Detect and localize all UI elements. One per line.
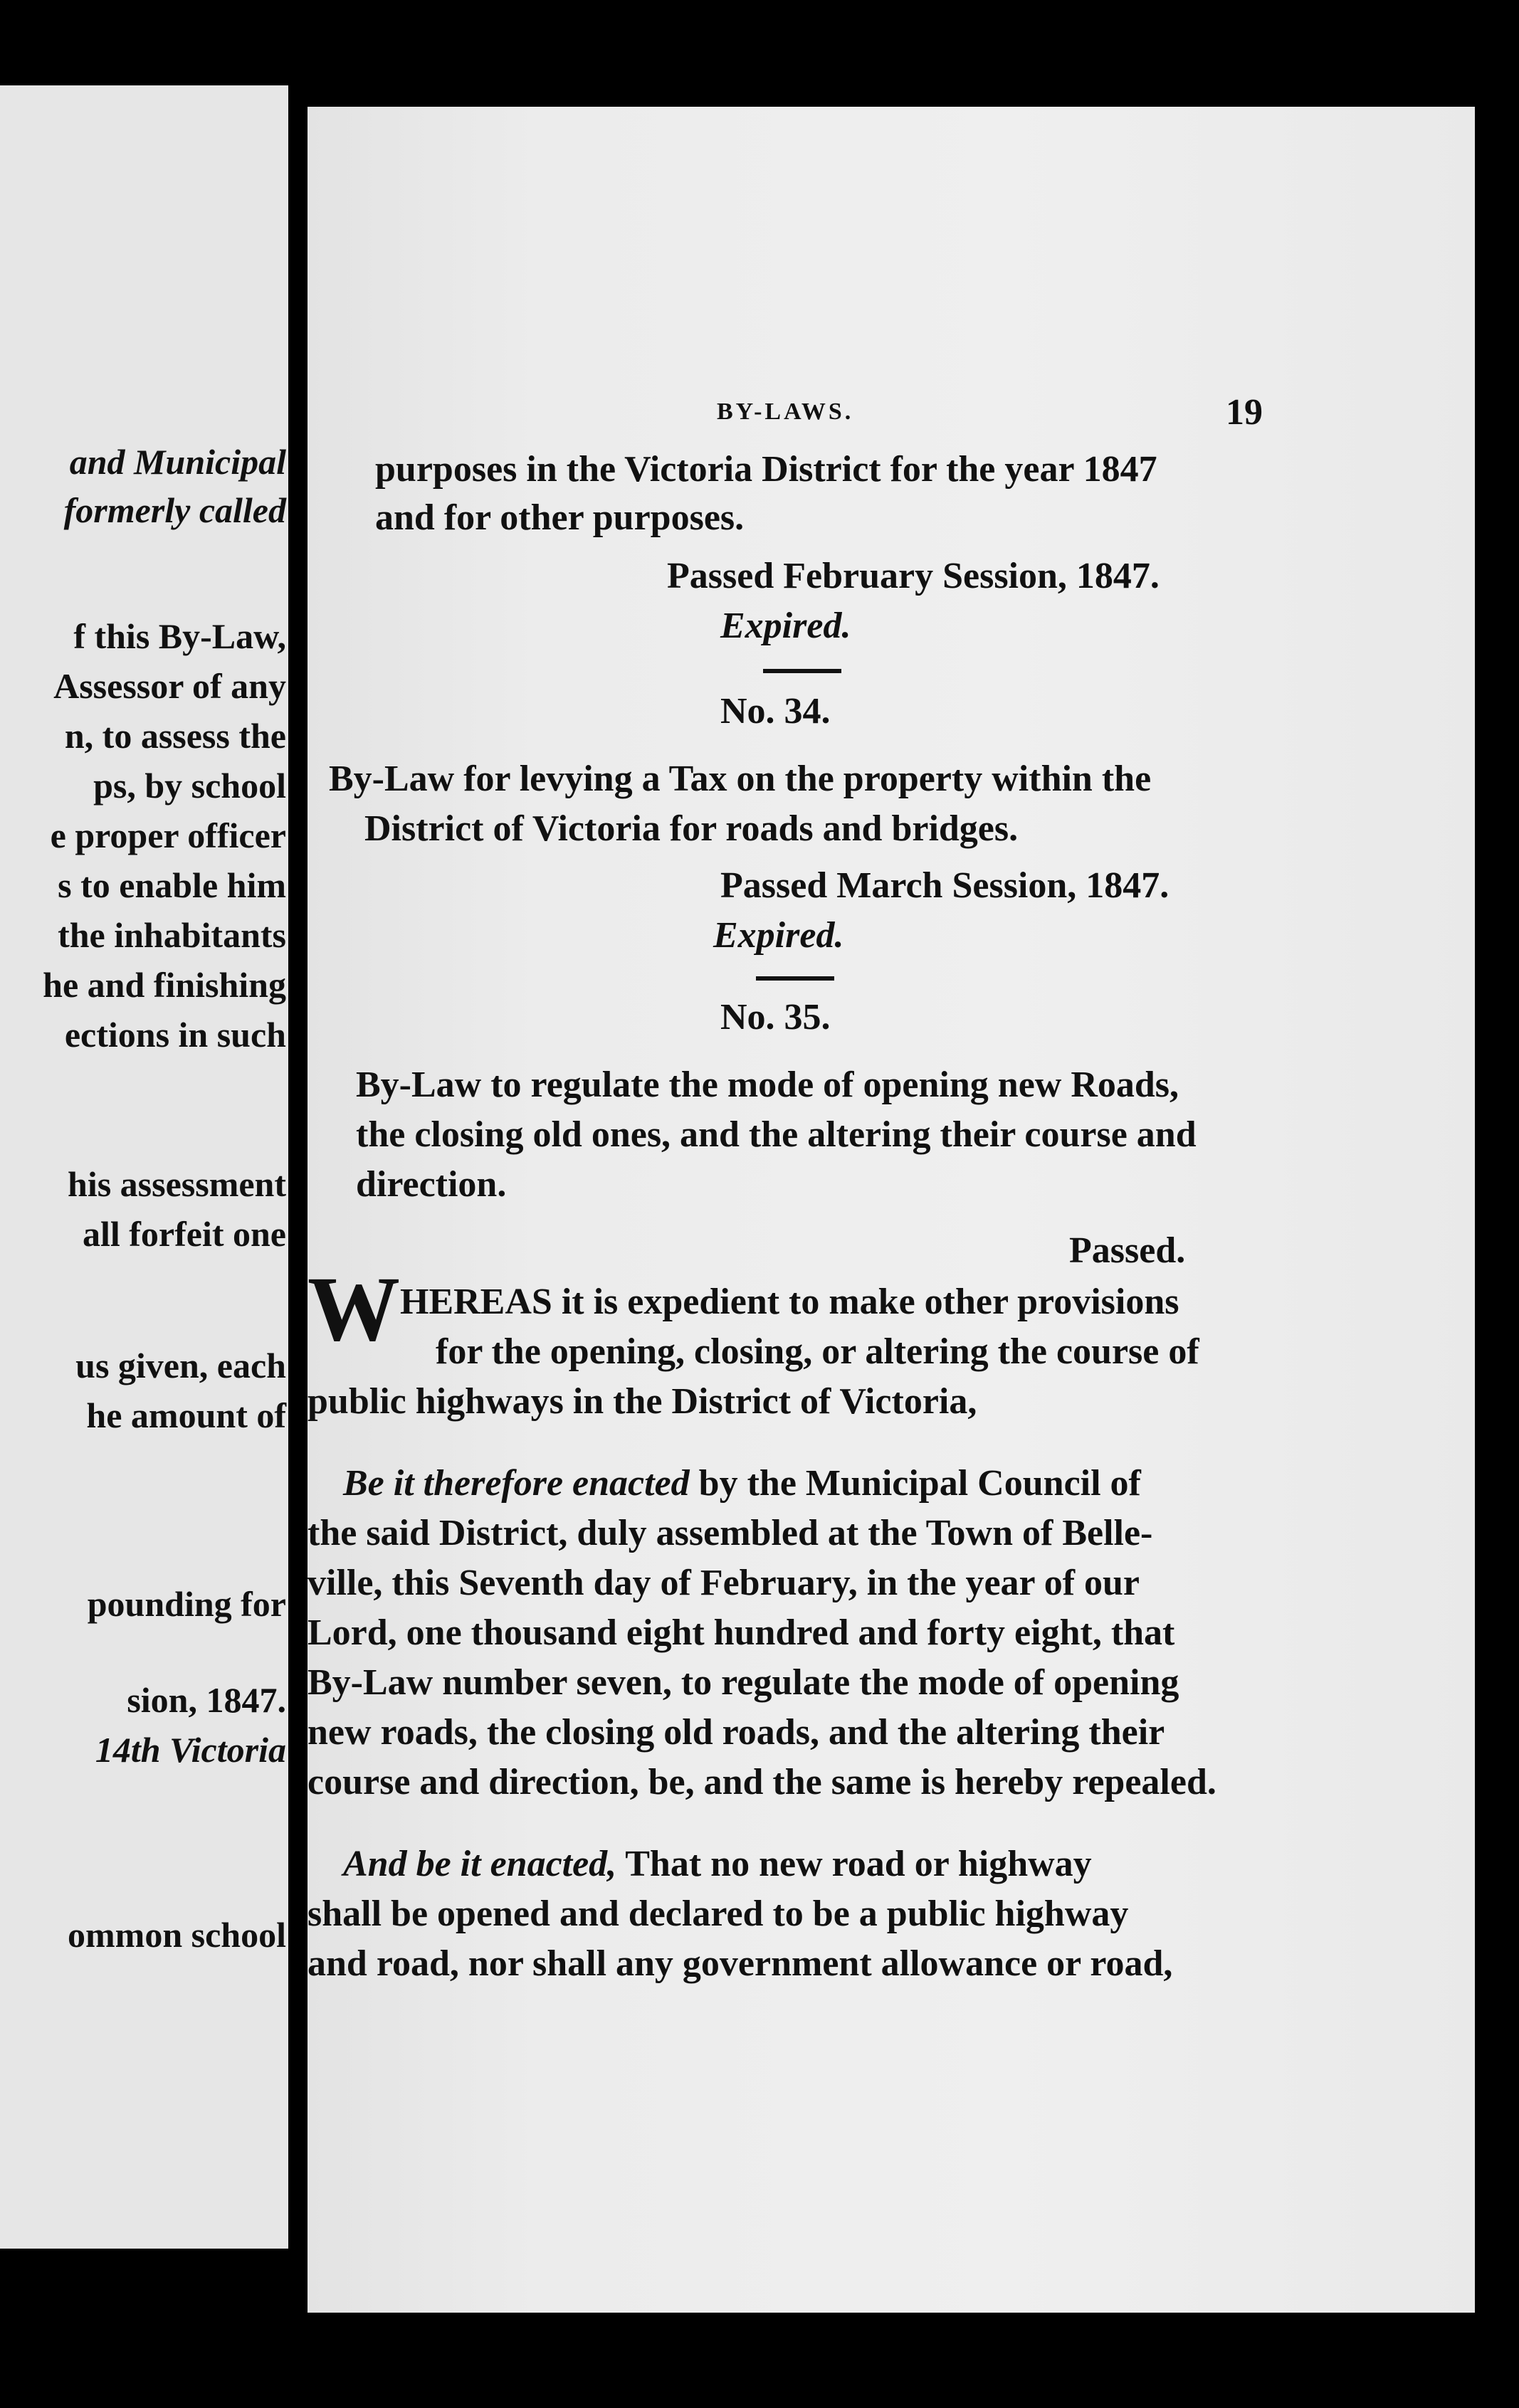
bylaw-35-title-1: By-Law to regulate the mode of opening new Roads, bbox=[356, 1065, 1179, 1105]
left-line-12: his assessment bbox=[68, 1164, 286, 1204]
enactment-1-text: by the Municipal Council of bbox=[689, 1463, 1141, 1504]
left-line-15: he amount of bbox=[86, 1395, 286, 1435]
bylaw-number-35: No. 35. bbox=[720, 997, 831, 1037]
right-page bbox=[308, 107, 1475, 2313]
running-header: BY-LAWS. bbox=[717, 398, 854, 425]
enactment-2-lead: And be it enacted, bbox=[343, 1844, 617, 1884]
enactment-2-line-1 bbox=[343, 1843, 1092, 1885]
section-rule-1 bbox=[763, 669, 841, 673]
whereas-line-3: public highways in the District of Victoria, bbox=[308, 1381, 977, 1422]
left-line-13: all forfeit one bbox=[82, 1214, 286, 1254]
left-line-16: pounding for bbox=[87, 1584, 286, 1624]
enactment-2-line-3: and road, nor shall any government allowance or road, bbox=[308, 1943, 1173, 1984]
passed-line-34: Passed March Session, 1847. bbox=[720, 865, 1170, 906]
left-line-3: f this By-Law, bbox=[73, 616, 286, 656]
bylaw-35-title-2: the closing old ones, and the altering their course and bbox=[356, 1114, 1197, 1155]
whereas-line-1: HEREAS it is expedient to make other provisions bbox=[400, 1282, 1179, 1322]
left-line-2: formerly called bbox=[63, 490, 286, 530]
section-rule-2 bbox=[756, 976, 834, 981]
drop-cap: W bbox=[308, 1258, 400, 1361]
expired-line-2: Expired. bbox=[713, 915, 844, 956]
passed-line-33: Passed February Session, 1847. bbox=[667, 556, 1160, 596]
bylaw-34-title-2: District of Victoria for roads and bridges. bbox=[364, 808, 1019, 849]
left-line-4: Assessor of any bbox=[53, 666, 286, 706]
left-line-18: 14th Victoria bbox=[95, 1730, 286, 1770]
bylaw-34-title-1: By-Law for levying a Tax on the property within the bbox=[329, 759, 1152, 799]
enactment-1-line-7: course and direction, be, and the same is hereby repealed. bbox=[308, 1762, 1216, 1802]
bylaw-35-title-3: direction. bbox=[356, 1164, 507, 1205]
continuation-line-1: purposes in the Victoria District for the year 1847 bbox=[375, 449, 1157, 490]
left-line-5: n, to assess the bbox=[64, 716, 286, 756]
enactment-1-line-4: Lord, one thousand eight hundred and forty eight, that bbox=[308, 1612, 1175, 1653]
passed-line-35: Passed. bbox=[1069, 1230, 1186, 1271]
bylaw-number-34: No. 34. bbox=[720, 691, 831, 732]
left-line-19: ommon school bbox=[68, 1915, 286, 1955]
whereas-line-2: for the opening, closing, or altering the course of bbox=[436, 1331, 1199, 1372]
left-line-8: s to enable him bbox=[58, 865, 286, 905]
enactment-1-line-3: ville, this Seventh day of February, in the year of our bbox=[308, 1563, 1140, 1603]
page-number: 19 bbox=[1226, 392, 1263, 433]
continuation-line-2: and for other purposes. bbox=[375, 497, 745, 538]
left-line-7: e proper officer bbox=[50, 815, 286, 855]
left-line-17: sion, 1847. bbox=[127, 1680, 286, 1720]
left-line-9: the inhabitants bbox=[58, 915, 286, 955]
page-gutter bbox=[288, 85, 310, 2256]
left-line-6: ps, by school bbox=[93, 766, 286, 806]
left-line-11: ections in such bbox=[64, 1015, 286, 1055]
left-line-1: and Municipal bbox=[69, 442, 286, 482]
enactment-1-line-5: By-Law number seven, to regulate the mode of opening bbox=[308, 1662, 1179, 1703]
enactment-1-line-6: new roads, the closing old roads, and the altering their bbox=[308, 1712, 1165, 1753]
enactment-1-line-1 bbox=[343, 1462, 1141, 1504]
expired-line-1: Expired. bbox=[720, 606, 851, 646]
enactment-1-line-2: the said District, duly assembled at the Town of Belle- bbox=[308, 1513, 1153, 1553]
left-page bbox=[0, 85, 299, 2249]
left-line-14: us given, each bbox=[75, 1346, 286, 1385]
left-line-10: he and finishing bbox=[43, 965, 286, 1005]
enactment-2-line-2: shall be opened and declared to be a public highway bbox=[308, 1894, 1129, 1934]
enactment-1-lead: Be it therefore enacted bbox=[343, 1463, 690, 1504]
enactment-2-text: That no new road or highway bbox=[616, 1844, 1092, 1884]
